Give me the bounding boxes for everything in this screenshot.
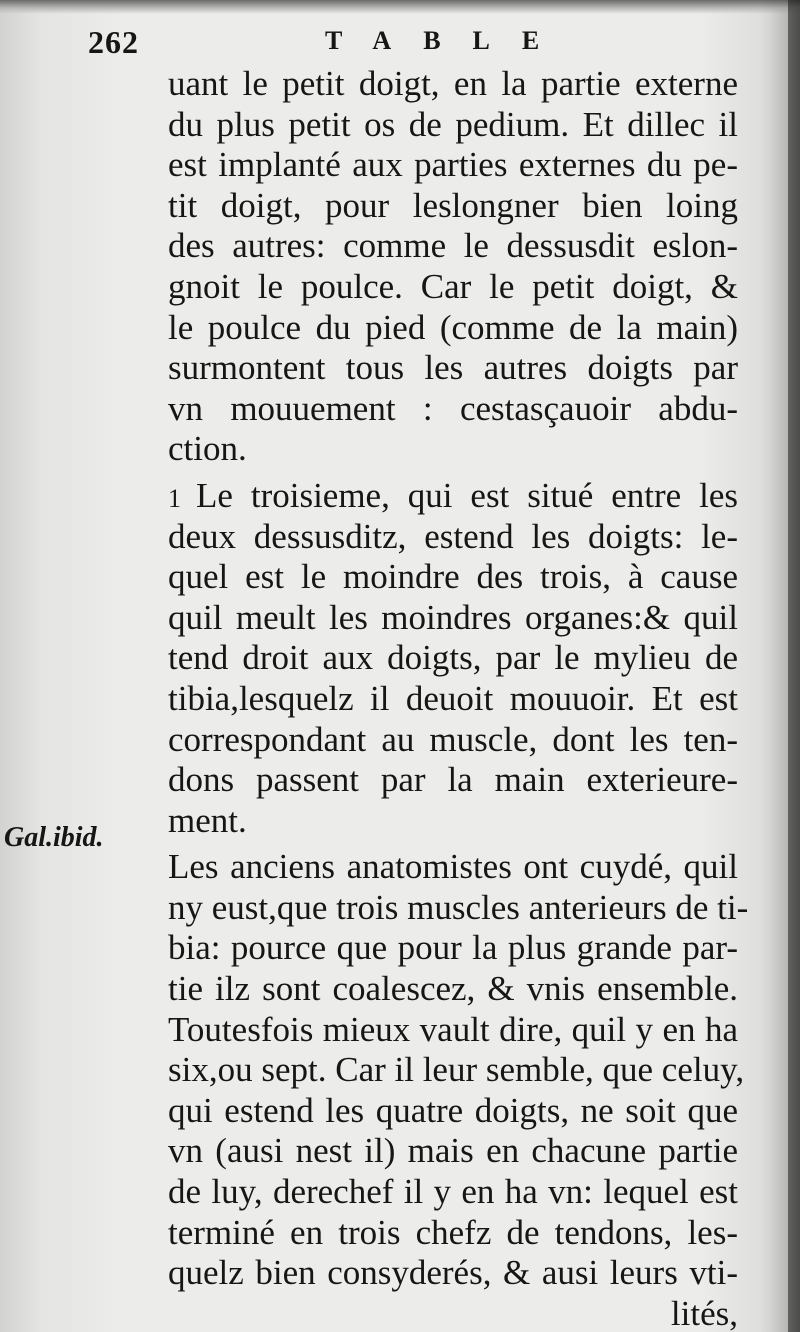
text-line: lités, [670, 1293, 738, 1332]
text-line: tie ilz sont coalescez, & vnis ensemble. [168, 969, 738, 1009]
text-line: six,ou sept. Car il leur semble, que celuy, [168, 1050, 745, 1090]
text-line: correspondant au muscle, dont les ten- [168, 719, 738, 759]
paragraph-marker: 1 [168, 483, 181, 513]
paragraph [168, 64, 738, 470]
text-line: le poulce du pied (comme de la main) [168, 307, 738, 347]
page-header [0, 10, 800, 60]
text-line: uant le petit doigt, en la partie externe [168, 64, 738, 103]
text-line-content: Le troisieme, qui est situé entre les [196, 475, 738, 515]
running-head: TABLE [325, 26, 572, 55]
text-line: ment. [168, 800, 247, 840]
text-line: est implanté aux parties externes du pe- [168, 145, 738, 185]
text-line: quil meult les moindres organes:& quil [168, 597, 738, 637]
text-line [168, 476, 738, 517]
page-edge [788, 0, 800, 1332]
text-line: quelz bien consyderés, & ausi leurs vti- [168, 1253, 738, 1293]
text-line: deux dessusditz, estend les doigts: le- [168, 516, 738, 556]
text-line: des autres: comme le dessusdit eslon- [168, 226, 738, 266]
text-line: quel est le moindre des trois, à cause [168, 557, 738, 597]
body-text [168, 64, 749, 1332]
text-line: surmontent tous les autres doigts par [168, 348, 738, 388]
text-line: tibia,lesquelz il deuoit mouuoir. Et est [168, 678, 738, 718]
margin-note: Gal.ibid. [4, 822, 104, 853]
text-line: vn mouuement : cestasçauoir abdu- [168, 388, 738, 428]
page-number: 262 [88, 24, 139, 60]
text-line: terminé en trois chefz de tendons, les- [168, 1212, 738, 1252]
text-line: dons passent par la main exterieure- [168, 760, 738, 800]
text-line: bia: pource que pour la plus grande par- [168, 928, 738, 968]
paragraph [168, 847, 749, 1332]
text-line: Toutesfois mieux vault dire, quil y en ha [168, 1009, 738, 1049]
text-line: vn (ausi nest il) mais en chacune partie [168, 1131, 738, 1171]
text-line: du plus petit os de pedium. Et dillec il [168, 104, 738, 144]
paragraph [168, 476, 738, 841]
text-line: ction. [168, 429, 247, 469]
text-line: tit doigt, pour leslongner bien loing [168, 185, 738, 225]
text-line: tend droit aux doigts, par le mylieu de [168, 638, 738, 678]
text-line: de luy, derechef il y en ha vn: lequel est [168, 1172, 738, 1212]
text-line: ny eust,que trois muscles anterieurs de ti- [168, 887, 749, 927]
text-line: qui estend les quatre doigts, ne soit que [168, 1090, 738, 1130]
text-line: Les anciens anatomistes ont cuydé, quil [168, 847, 738, 887]
text-line: gnoit le poulce. Car le petit doigt, & [168, 266, 738, 306]
